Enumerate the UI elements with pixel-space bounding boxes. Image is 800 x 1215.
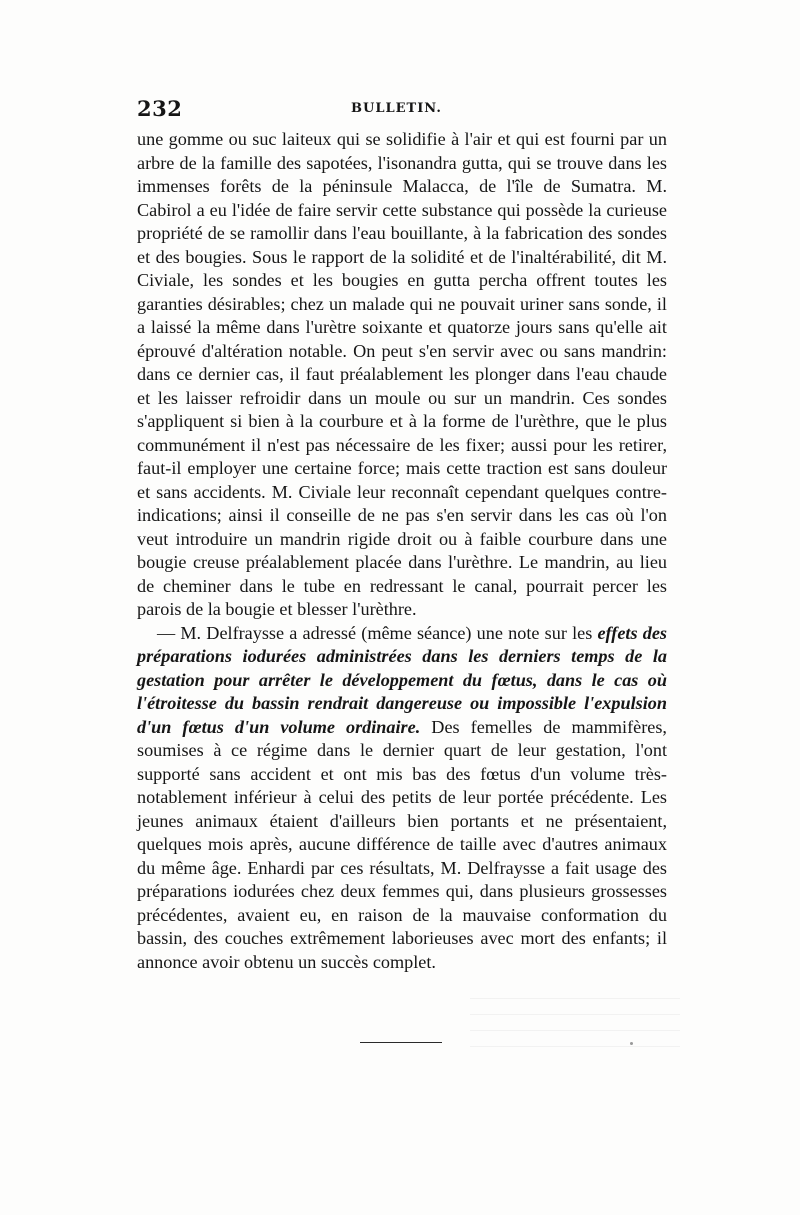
paragraph-delfraysse (137, 622, 667, 975)
body-text (137, 128, 667, 974)
bleed-through-shadow (470, 998, 680, 1058)
page-number: 232 (137, 96, 183, 121)
ink-speck (630, 1042, 633, 1045)
paragraph-gutta-percha: une gomme ou suc laiteux qui se solidifie à l'air et qui est fourni par un arbre de la famille des sapotées, l'isonandra gutta, qui se trouve dans les immenses forêts de la péninsule Malacca, de l'île de Sumatra. M. Cabirol a eu l'idée de faire servir cette substance qui possède la curieuse propriété de se ramollir dans l'eau bouillante, à la fabrication des sondes et des bougies. Sous le rapport de la solidité et de l'inaltérabilité, dit M. Civiale, les sondes et les bougies en gutta percha offrent toutes les garanties désirables; chez un malade qui ne pouvait uriner sans sonde, il a laissé la même dans l'urètre soixante et quatorze jours sans qu'elle ait éprouvé d'altération notable. On peut s'en servir avec ou sans mandrin: dans ce dernier cas, il faut préalablement les plonger dans l'eau chaude et les laisser refroidir dans un moule ou sur un mandrin. Ces sondes s'appliquent si bien à la courbure et à la forme de l'urèthre, que le plus communément il n'est pas nécessaire de les fixer; aussi pour les retirer, faut-il employer une certaine force; mais cette traction est sans douleur et sans accidents. M. Civiale leur reconnaît cependant quelques contre-indications; ainsi il conseille de ne pas s'en servir dans les cas où l'on veut introduire un mandrin rigide droit ou à faible courbure dans une bougie creuse préalablement placée dans l'urèthre. Le mandrin, au lieu de cheminer dans le tube en redressant le canal, pourrait percer les parois de la bougie et blesser l'urèthre. (137, 129, 667, 619)
running-title: BULLETIN. (351, 101, 442, 116)
section-divider-rule (360, 1042, 442, 1043)
paragraph-rest: Des femelles de mammifères, soumises à ce régime dans le dernier quart de leur gestation, l'ont supporté sans accident et ont mis bas des fœtus d'un volume très-notablement inférieur à celui des petits de leur portée précédente. Les jeunes animaux étaient d'ailleurs bien portants et ne présentaient, quelques mois après, aucune différence de taille avec d'autres animaux du même âge. Enhardi par ces résultats, M. Delfraysse a fait usage des préparations iodurées chez deux femmes qui, dans plusieurs grossesses précédentes, avaient eu, en raison de la mauvaise conformation du bassin, des couches extrêmement laborieuses avec mort des enfants; il annonce avoir obtenu un succès complet. (137, 716, 667, 972)
page-header (137, 96, 667, 122)
paragraph-intro: — M. Delfraysse a adressé (même séance) une note sur les (157, 622, 598, 643)
note-title: effets des préparations iodurées administrées dans les derniers temps de la gestation pour arrêter le développement du fœtus, dans le cas où l'étroitesse du bassin rendrait dangereuse ou impossible l'expulsion d'un fœtus d'un volume ordinaire. (137, 622, 667, 737)
